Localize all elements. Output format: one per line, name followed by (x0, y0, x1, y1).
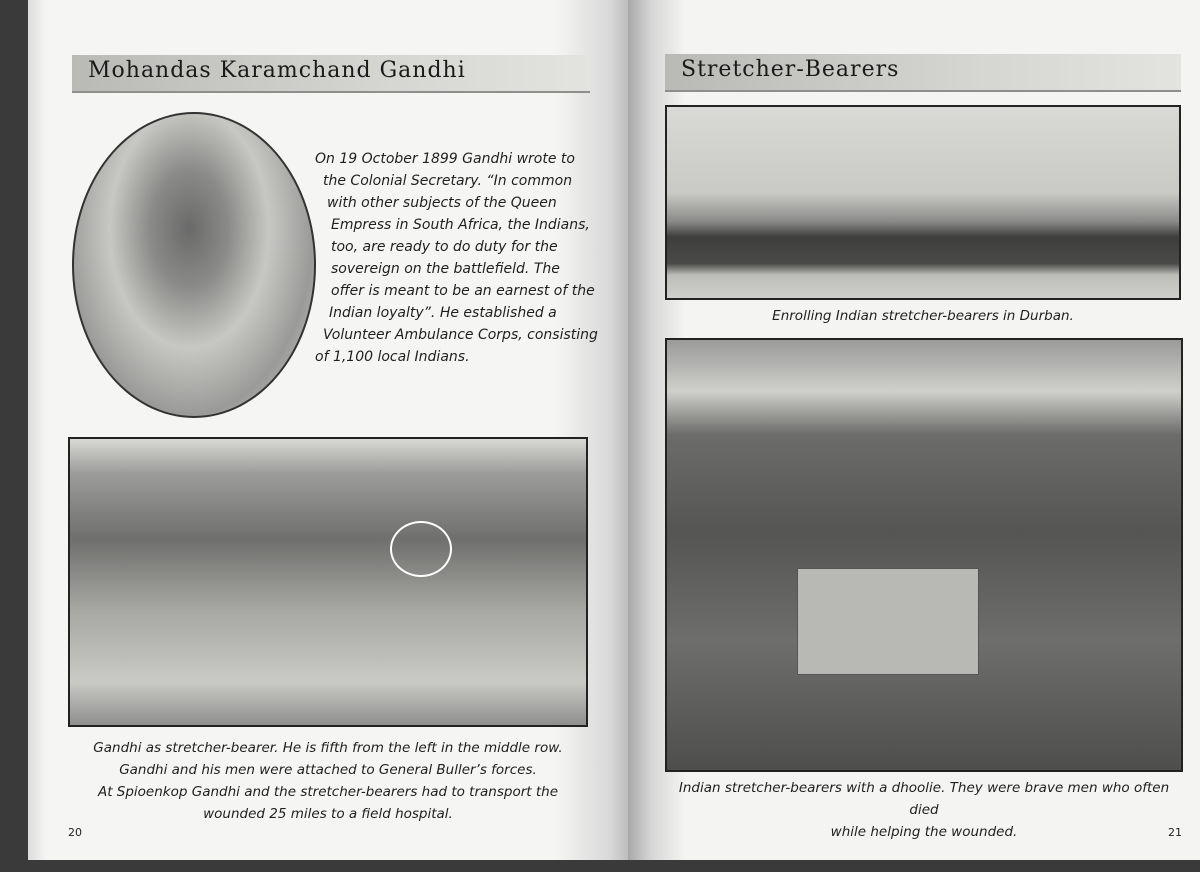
paragraph-line: with other subjects of the Queen (327, 195, 557, 211)
left-page (28, 0, 628, 860)
paragraph-line: Empress in South Africa, the Indians, (331, 217, 590, 233)
paragraph-line: sovereign on the battlefield. The (331, 261, 560, 277)
caption-line: while helping the wounded. (830, 824, 1018, 840)
right-title-bar (665, 54, 1181, 92)
paragraph-line: offer is meant to be an earnest of the (331, 283, 595, 299)
paragraph-line: the Colonial Secretary. “In common (323, 173, 573, 189)
caption-line: wounded 25 miles to a field hospital. (203, 806, 453, 822)
paragraph-line: On 19 October 1899 Gandhi wrote to (315, 151, 575, 167)
caption-line: Gandhi as stretcher-bearer. He is fifth from the left in the middle row. (93, 740, 563, 756)
paragraph-line: of 1,100 local Indians. (315, 349, 470, 365)
page-number: 20 (68, 826, 82, 839)
durban-enrollment-photo (665, 105, 1181, 300)
right-page-title: Stretcher-Bearers (681, 57, 900, 82)
left-page-title: Mohandas Karamchand Gandhi (88, 58, 466, 83)
caption-line: At Spioenkop Gandhi and the stretcher-bearers had to transport the (97, 784, 559, 800)
paragraph-line: Volunteer Ambulance Corps, consisting (323, 327, 598, 343)
right-page (628, 0, 1200, 860)
caption-line: Gandhi and his men were attached to General Buller’s forces. (119, 762, 537, 778)
dhoolie-caption (665, 777, 1183, 843)
left-title-bar (72, 55, 590, 93)
stretcher-bearers-group-photo (68, 437, 588, 727)
gandhi-portrait (72, 112, 316, 418)
paragraph-line: Indian loyalty”. He established a (329, 305, 557, 321)
dhoolie-stretcher (797, 568, 979, 675)
gandhi-highlight-circle (390, 521, 452, 577)
page-number: 21 (1168, 826, 1182, 839)
group-photo-caption (68, 737, 588, 825)
paragraph-line: too, are ready to do duty for the (331, 239, 558, 255)
enrollment-caption: Enrolling Indian stretcher-bearers in Durban. (772, 308, 1074, 324)
caption-line: Indian stretcher-bearers with a dhoolie. They were brave men who often died (678, 780, 1170, 818)
intro-paragraph (315, 148, 598, 368)
dhoolie-photo (665, 338, 1183, 772)
